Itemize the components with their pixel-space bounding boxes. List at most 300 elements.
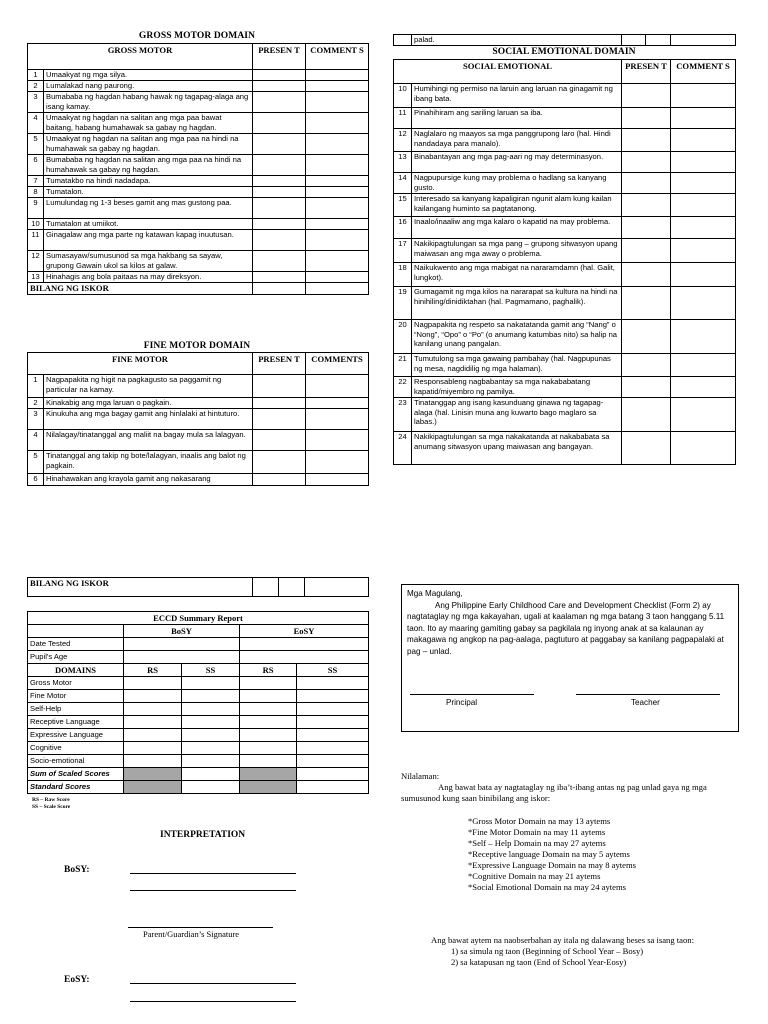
table-row: [394, 129, 736, 152]
domain-list-item: *Receptive language Domain na may 5 aytems: [468, 849, 630, 859]
comment-cell[interactable]: [671, 239, 736, 263]
item-number: 7: [28, 176, 44, 187]
item-text: Nilalagay/tinatanggal ang maliit na bagay mula sa lalagyan.: [44, 430, 253, 451]
score-cell[interactable]: [297, 690, 369, 703]
shaded-cell: [240, 768, 297, 781]
gross-motor-title: GROSS MOTOR DOMAIN: [138, 31, 256, 41]
comment-cell[interactable]: [671, 287, 736, 320]
col-comments: COMMENT S: [306, 44, 369, 70]
table-row: [394, 263, 736, 287]
item-text: Tumatalon at umiikot.: [44, 219, 253, 230]
social-emotional-title: SOCIAL EMOTIONAL DOMAIN: [492, 47, 636, 57]
score-cell[interactable]: [182, 703, 240, 716]
present-cell[interactable]: [253, 81, 306, 92]
rs-header: RS: [240, 664, 297, 677]
domains-header: DOMAINS: [28, 664, 124, 677]
col-comments: COMMENT S: [671, 60, 736, 84]
comment-cell[interactable]: [671, 432, 736, 465]
score-cell[interactable]: [182, 768, 240, 781]
table-row: [28, 375, 369, 398]
score-cell[interactable]: [253, 578, 279, 597]
item-text: Nagpapakita ng higit na pagkagusto sa paggamit ng particular na kamay.: [44, 375, 253, 398]
col-social-emotional: SOCIAL EMOTIONAL: [394, 60, 622, 84]
item-text: Pinahihiram ang sariling laruan sa iba.: [412, 108, 622, 129]
item-text: Tinatanggal ang takip ng bote/lalagyan, inaalis ang balot ng pagkain.: [44, 451, 253, 474]
present-cell[interactable]: [622, 217, 671, 239]
score-cell[interactable]: [124, 703, 182, 716]
table-row: [394, 194, 736, 217]
item-number: 11: [28, 230, 44, 251]
score-cell[interactable]: [240, 742, 297, 755]
item-text: Inaalo/inaaliw ang mga kalaro o kapatid na may problema.: [412, 217, 622, 239]
present-cell[interactable]: [253, 251, 306, 272]
domain-list-item: *Expressive Language Domain na may 8 aytems: [468, 860, 637, 870]
item-number: 10: [28, 219, 44, 230]
item-number: 3: [28, 92, 44, 113]
comment-cell[interactable]: [671, 217, 736, 239]
item-number: 10: [394, 84, 412, 108]
comment-cell[interactable]: [306, 81, 369, 92]
score-cell[interactable]: [124, 716, 182, 729]
score-cell[interactable]: [182, 742, 240, 755]
ss-header: SS: [297, 664, 369, 677]
item-number: 19: [394, 287, 412, 320]
date-tested-label: Date Tested: [28, 638, 124, 651]
present-cell[interactable]: [253, 92, 306, 113]
score-cell[interactable]: [305, 578, 369, 597]
table-row: [394, 398, 736, 432]
score-cell[interactable]: [124, 729, 182, 742]
score-cell[interactable]: [297, 729, 369, 742]
present-cell[interactable]: [253, 230, 306, 251]
item-text: Tumatalon.: [44, 187, 253, 198]
summary-blank: [28, 625, 124, 638]
table-row: [28, 219, 369, 230]
score-cell[interactable]: [124, 690, 182, 703]
present-cell[interactable]: [253, 409, 306, 430]
score-cell[interactable]: [182, 716, 240, 729]
present-cell[interactable]: [253, 219, 306, 230]
item-number: 4: [28, 430, 44, 451]
present-cell[interactable]: [253, 430, 306, 451]
col-present: PRESEN T: [253, 353, 306, 375]
domain-label: Fine Motor: [28, 690, 124, 703]
signature-line[interactable]: [128, 927, 273, 928]
comment-cell[interactable]: [671, 354, 736, 377]
item-number: 2: [28, 81, 44, 92]
pupils-age-eosy[interactable]: [240, 651, 369, 664]
standard-scores-label: Standard Scores: [28, 781, 124, 794]
domain-label: Receptive Language: [28, 716, 124, 729]
table-row: [394, 320, 736, 354]
domain-list-item: *Gross Motor Domain na may 13 aytems: [468, 816, 611, 826]
item-number: 21: [394, 354, 412, 377]
present-cell[interactable]: [253, 375, 306, 398]
contents-intro: Ang bawat bata ay nagtataglay ng iba’t-ibang antas ng pag unlad gaya ng mga sumusunod kung saan binibilang ang iskor:: [401, 782, 707, 803]
bosy-line[interactable]: [130, 873, 296, 874]
present-cell[interactable]: [622, 287, 671, 320]
ss-header: SS: [182, 664, 240, 677]
item-text: Lumulundag ng 1-3 beses gamit ang mas gustong paa.: [44, 198, 253, 219]
present-cell[interactable]: [253, 474, 306, 486]
summary-domain-row: [28, 677, 369, 690]
continuation-text: palad.: [412, 35, 622, 46]
score-cell[interactable]: [297, 677, 369, 690]
num-cell: [394, 35, 412, 46]
table-row: [28, 176, 369, 187]
present-cell[interactable]: [622, 35, 646, 46]
date-tested-bosy[interactable]: [124, 638, 240, 651]
item-text: Humihingi ng permiso na laruin ang laruan na ginagamit ng ibang bata.: [412, 84, 622, 108]
present-cell[interactable]: [622, 354, 671, 377]
item-text: Nagpapakita ng respeto sa nakatatanda gamit ang “Nang” o “Nong”, “Opo” o “Po” (o anumang katumbas nito) sa halip na kanilang unang pangalan.: [412, 320, 622, 354]
table-row: [394, 287, 736, 320]
table-row: [394, 217, 736, 239]
parents-letter-box: [401, 584, 739, 732]
summary-domain-row: [28, 716, 369, 729]
item-number: 6: [28, 474, 44, 486]
table-row: [394, 377, 736, 398]
table-row: [394, 152, 736, 173]
comment-cell[interactable]: [306, 198, 369, 219]
item-text: Naglalaro ng maayos sa mga panggrupong laro (hal. Hindi nandadaya para manalo).: [412, 129, 622, 152]
teacher-signature-line[interactable]: [576, 694, 720, 695]
item-text: Kinakabig ang mga laruan o pagkain.: [44, 398, 253, 409]
score-cell[interactable]: [297, 742, 369, 755]
table-row: [28, 198, 369, 219]
table-row: [28, 155, 369, 176]
table-row: [394, 354, 736, 377]
pupils-age-label: Pupil's Age: [28, 651, 124, 664]
table-row: [28, 230, 369, 251]
present-cell[interactable]: [253, 187, 306, 198]
score-cell[interactable]: [182, 677, 240, 690]
item-text: Nagpupursige kung may problema o hadlang sa kanyang gusto.: [412, 173, 622, 194]
item-number: 1: [28, 70, 44, 81]
present-cell[interactable]: [253, 113, 306, 134]
score-cell[interactable]: [297, 768, 369, 781]
table-row: [28, 451, 369, 474]
score-cell[interactable]: [240, 677, 297, 690]
prev-continuation-table: [393, 34, 736, 46]
item-text: Tinatanggap ang isang kasunduang ginawa ng tagapag-alaga (hal. Linisin muna ang kuwarto bago maglaro sa labas.): [412, 398, 622, 432]
note-list: [401, 946, 731, 968]
summary-domain-row: [28, 690, 369, 703]
score-cell[interactable]: [297, 781, 369, 794]
item-text: Hinahawakan ang krayola gamit ang nakasarang: [44, 474, 253, 486]
col-present: PRESEN T: [253, 44, 306, 70]
score-present-cell[interactable]: [253, 283, 306, 295]
summary-domain-row: [28, 729, 369, 742]
item-text: Umaakyat ng hagdan na salitan ang mga paa na hindi na humahawak sa gabay ng hagdan.: [44, 134, 253, 155]
comment-cell[interactable]: [306, 134, 369, 155]
item-text: Ginagalaw ang mga parte ng katawan kapag inuutusan.: [44, 230, 253, 251]
domain-label: Cognitive: [28, 742, 124, 755]
eosy-line[interactable]: [130, 1001, 296, 1002]
score-cell[interactable]: [240, 703, 297, 716]
comment-cell[interactable]: [306, 92, 369, 113]
summary-domain-row: [28, 755, 369, 768]
note-list-item: 2) sa katapusan ng taon (End of School Year-Eosy): [451, 957, 627, 967]
comment-cell[interactable]: [306, 176, 369, 187]
comment-cell[interactable]: [671, 35, 736, 46]
comment-cell[interactable]: [306, 451, 369, 474]
table-row: [394, 84, 736, 108]
score-cell[interactable]: [240, 690, 297, 703]
score-cell[interactable]: [182, 729, 240, 742]
present-cell[interactable]: [253, 272, 306, 283]
col-fine-motor: FINE MOTOR: [28, 353, 253, 375]
item-number: 22: [394, 377, 412, 398]
comment-cell[interactable]: [306, 375, 369, 398]
table-row: [28, 92, 369, 113]
fine-motor-table: [27, 352, 369, 486]
comment-cell[interactable]: [306, 430, 369, 451]
contents-section: [401, 771, 731, 893]
comment-cell[interactable]: [306, 219, 369, 230]
domain-label: Gross Motor: [28, 677, 124, 690]
item-number: 12: [28, 251, 44, 272]
item-text: Responsableng nagbabantay sa mga nakababatang kapatid/miyembro ng pamilya.: [412, 377, 622, 398]
item-number: 13: [28, 272, 44, 283]
item-text: Kinukuha ang mga bagay gamit ang hinlalaki at hintuturo.: [44, 409, 253, 430]
rs-header: RS: [124, 664, 182, 677]
table-row: [28, 134, 369, 155]
item-text: Naikukwento ang mga mabigat na nararamdamn (hal. Galit, lungkot).: [412, 263, 622, 287]
table-row: [394, 432, 736, 465]
domain-list-item: *Self – Help Domain na may 27 aytems: [468, 838, 606, 848]
score-label: BILANG NG ISKOR: [28, 578, 253, 597]
recording-note: [401, 935, 731, 968]
comment-cell[interactable]: [306, 70, 369, 81]
comment-cell[interactable]: [306, 155, 369, 176]
eosy-line[interactable]: [130, 983, 296, 984]
present-cell[interactable]: [253, 155, 306, 176]
comment-cell[interactable]: [671, 152, 736, 173]
present-cell[interactable]: [622, 152, 671, 173]
date-tested-eosy[interactable]: [240, 638, 369, 651]
interp-eosy-label: EoSY:: [64, 975, 90, 985]
item-text: Lumalakad nang paurong.: [44, 81, 253, 92]
present-cell[interactable]: [253, 134, 306, 155]
item-number: 24: [394, 432, 412, 465]
shaded-cell: [124, 768, 182, 781]
principal-signature-line[interactable]: [410, 694, 534, 695]
item-number: 5: [28, 134, 44, 155]
item-text: Tumutulong sa mga gawaing pambahay (hal. Nagpupunas ng mesa, nagdidilig ng mga halaman).: [412, 354, 622, 377]
present-cell[interactable]: [622, 239, 671, 263]
fine-motor-title: FINE MOTOR DOMAIN: [143, 341, 251, 351]
item-number: 14: [394, 173, 412, 194]
domain-list-item: *Fine Motor Domain na may 11 aytems: [468, 827, 606, 837]
present-cell[interactable]: [622, 377, 671, 398]
present-cell[interactable]: [253, 198, 306, 219]
domain-label: Socio-emotional: [28, 755, 124, 768]
item-number: 13: [394, 152, 412, 173]
present-cell[interactable]: [622, 84, 671, 108]
item-text: Binabantayan ang mga pag-aari ng may determinasyon.: [412, 152, 622, 173]
summary-domain-row: [28, 703, 369, 716]
score-cell[interactable]: [297, 755, 369, 768]
gross-motor-table: [27, 43, 369, 295]
bosy-line[interactable]: [130, 890, 296, 891]
col-comments: COMMENTS: [306, 353, 369, 375]
eccd-summary-table: [27, 611, 369, 794]
comment-cell[interactable]: [671, 320, 736, 354]
domain-label: Expressive Language: [28, 729, 124, 742]
summary-bosy: BoSY: [124, 625, 240, 638]
score-cell[interactable]: [240, 755, 297, 768]
principal-label: Principal: [446, 698, 478, 707]
item-text: Nakikipagtulungan sa mga pang – grupong sitwasyon upang maiwasan ang mga away o problema.: [412, 239, 622, 263]
item-number: 16: [394, 217, 412, 239]
item-number: 3: [28, 409, 44, 430]
summary-title: ECCD Summary Report: [28, 612, 369, 625]
domain-list-item: *Cognitive Domain na may 21 aytems: [468, 871, 601, 881]
comment-cell[interactable]: [306, 251, 369, 272]
score-cell[interactable]: [279, 578, 305, 597]
pupils-age-bosy[interactable]: [124, 651, 240, 664]
score-comment-cell[interactable]: [306, 283, 369, 295]
shaded-cell: [124, 781, 182, 794]
score-cell[interactable]: [297, 716, 369, 729]
comment-cell[interactable]: [306, 272, 369, 283]
item-text: Bumababa ng hagdan habang hawak ng tagapag-alaga ang isang kamay.: [44, 92, 253, 113]
table-row: [394, 108, 736, 129]
present-cell[interactable]: [622, 173, 671, 194]
table-row: [28, 187, 369, 198]
summary-notes: [32, 797, 70, 811]
item-number: 2: [28, 398, 44, 409]
table-row: [394, 239, 736, 263]
table-row: [394, 173, 736, 194]
item-text: Nakikipagtulungan sa mga nakakatanda at nakababata sa anumang sitwasyon upang maiwasan ang bangayan.: [412, 432, 622, 465]
table-row: [28, 251, 369, 272]
summary-eosy: EoSY: [240, 625, 369, 638]
comment-cell[interactable]: [671, 263, 736, 287]
letter-greeting: Mga Magulang,: [407, 589, 463, 598]
item-text: Interesado sa kanyang kapaligiran ngunit alam kung kailan kailangang huminto sa pagtatanong.: [412, 194, 622, 217]
present-cell[interactable]: [646, 35, 671, 46]
present-cell[interactable]: [622, 108, 671, 129]
domain-list: [401, 816, 731, 893]
teacher-label: Teacher: [631, 698, 660, 707]
item-number: 18: [394, 263, 412, 287]
table-row: [28, 113, 369, 134]
note-list-item: 1) sa simula ng taon (Beginning of School Year – Bosy): [451, 946, 644, 956]
table-row: [28, 272, 369, 283]
note-rs: RS – Raw Score: [32, 797, 70, 803]
item-number: 12: [394, 129, 412, 152]
score-cell[interactable]: [182, 755, 240, 768]
comment-cell[interactable]: [306, 230, 369, 251]
interpretation-title: INTERPRETATION: [160, 830, 246, 840]
item-text: Bumababa ng hagdan na salitan ang mga paa na hindi na humahawak sa gabay ng hagdan.: [44, 155, 253, 176]
col-present: PRESEN T: [622, 60, 671, 84]
comment-cell[interactable]: [306, 398, 369, 409]
item-number: 17: [394, 239, 412, 263]
present-cell[interactable]: [253, 70, 306, 81]
item-number: 8: [28, 187, 44, 198]
letter-body: Ang Philippine Early Childhood Care and Development Checklist (Form 2) ay nagtataglay ng mga kakayahan, ugali at kaalaman ng mga batang 3 taon hanggang 5.11 taon. Ito ay maaring gamiting gabay sa pagkilala ng inyong anak at sa kalaunan ay makagawa ng angkop na pag-aalaga, pagtuturo at paggabay sa kanilang pagpapalaki at pag – unlad.: [407, 600, 725, 656]
summary-domain-row: [28, 742, 369, 755]
item-text: Sumasayaw/sumusunod sa mga hakbang sa sayaw, grupong Gawain ukol sa kilos at galaw.: [44, 251, 253, 272]
score-cell[interactable]: [240, 729, 297, 742]
item-number: 9: [28, 198, 44, 219]
item-number: 4: [28, 113, 44, 134]
score-cell[interactable]: [182, 781, 240, 794]
score-cell[interactable]: [297, 703, 369, 716]
comment-cell[interactable]: [671, 194, 736, 217]
comment-cell[interactable]: [671, 108, 736, 129]
comment-cell[interactable]: [671, 398, 736, 432]
item-number: 11: [394, 108, 412, 129]
comment-cell[interactable]: [671, 377, 736, 398]
sum-scaled-label: Sum of Scaled Scores: [28, 768, 124, 781]
item-number: 5: [28, 451, 44, 474]
item-number: 23: [394, 398, 412, 432]
domain-label: Self-Help: [28, 703, 124, 716]
item-number: 15: [394, 194, 412, 217]
item-text: Umaakyat ng mga silya.: [44, 70, 253, 81]
table-row: [28, 398, 369, 409]
score-cell[interactable]: [124, 755, 182, 768]
table-row: [28, 70, 369, 81]
table-row: [28, 81, 369, 92]
item-text: Gumagamit ng mga kilos na nararapat sa kultura na hindi na hinihiling/dinidiktahan (hal. Pagmamano, paghalik).: [412, 287, 622, 320]
present-cell[interactable]: [622, 398, 671, 432]
present-cell[interactable]: [253, 398, 306, 409]
present-cell[interactable]: [622, 194, 671, 217]
domain-list-item: *Social Emotional Domain na may 24 aytems: [468, 882, 626, 892]
score-cell[interactable]: [182, 690, 240, 703]
present-cell[interactable]: [253, 176, 306, 187]
score-label: BILANG NG ISKOR: [28, 283, 253, 295]
comment-cell[interactable]: [306, 113, 369, 134]
table-row: [28, 474, 369, 486]
contents-heading: Nilalaman:: [401, 771, 440, 781]
score-cell[interactable]: [124, 742, 182, 755]
note-text: Ang bawat aytem na naobserbahan ay itala ng dalawang beses sa isang taon:: [431, 935, 694, 945]
table-row: [28, 409, 369, 430]
shaded-cell: [240, 781, 297, 794]
score-cell[interactable]: [124, 677, 182, 690]
note-ss: SS – Scale Score: [32, 804, 71, 810]
col-gross-motor: GROSS MOTOR: [28, 44, 253, 70]
item-number: 20: [394, 320, 412, 354]
social-emotional-table: [393, 59, 736, 465]
score-cell[interactable]: [240, 716, 297, 729]
comment-cell[interactable]: [671, 173, 736, 194]
present-cell[interactable]: [622, 263, 671, 287]
present-cell[interactable]: [622, 129, 671, 152]
parent-signature-label: Parent/Guardian’s Signature: [143, 929, 240, 939]
item-number: 6: [28, 155, 44, 176]
comment-cell[interactable]: [306, 409, 369, 430]
item-text: Umaakyat ng hagdan na salitan ang mga paa bawat baitang, habang humahawak sa gabay ng hagdan.: [44, 113, 253, 134]
comment-cell[interactable]: [306, 187, 369, 198]
interp-bosy-label: BoSY:: [64, 865, 90, 875]
comment-cell[interactable]: [671, 84, 736, 108]
item-text: Tumatakbo na hindi nadadapa.: [44, 176, 253, 187]
present-cell[interactable]: [622, 320, 671, 354]
item-number: 1: [28, 375, 44, 398]
present-cell[interactable]: [253, 451, 306, 474]
comment-cell[interactable]: [671, 129, 736, 152]
present-cell[interactable]: [622, 432, 671, 465]
mid-score-table: [27, 577, 369, 597]
comment-cell[interactable]: [306, 474, 369, 486]
